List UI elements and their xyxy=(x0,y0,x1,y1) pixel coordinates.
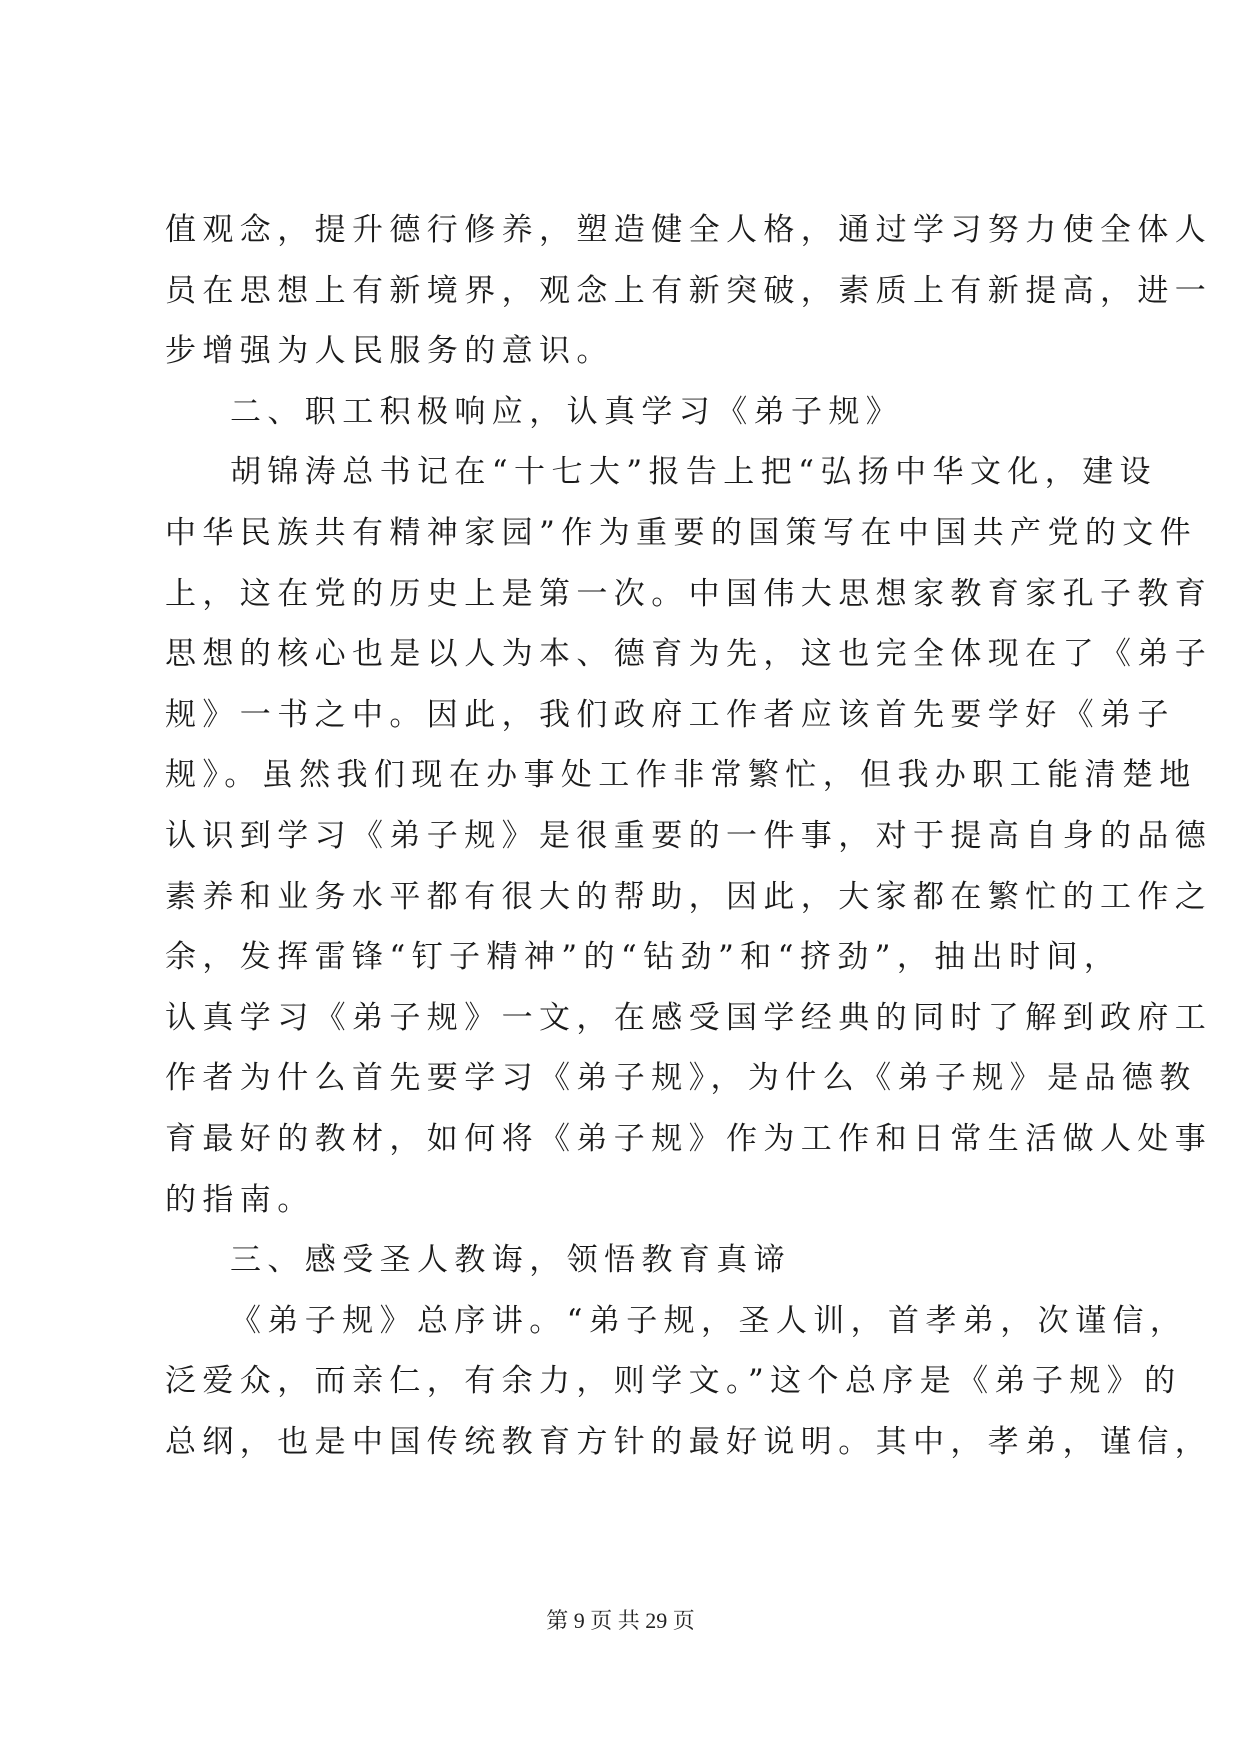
text-line: 思想的核心也是以人为本、德育为先，这也完全体现在了《弟子 xyxy=(165,636,1213,673)
text-line: 上，这在党的历史上是第一次。中国伟大思想家教育家孔子教育 xyxy=(165,575,1213,612)
page-number-footer: 第 9 页 共 29 页 xyxy=(546,1608,695,1633)
text-line: 规》。虽然我们现在办事处工作非常繁忙，但我办职工能清楚地 xyxy=(165,757,1197,794)
text-line: 认真学习《弟子规》一文，在感受国学经典的同时了解到政府工 xyxy=(165,999,1213,1036)
text-line: 育最好的教材，如何将《弟子规》作为工作和日常生活做人处事 xyxy=(165,1121,1213,1157)
section-heading: 二、职工积极响应，认真学习《弟子规》 xyxy=(230,393,904,430)
text-line: 员在思想上有新境界，观念上有新突破，素质上有新提高，进一 xyxy=(165,272,1213,309)
text-line: 中华民族共有精神家园”作为重要的国策写在中国共产党的文件 xyxy=(165,515,1198,551)
text-line: 《弟子规》总序讲。“弟子规，圣人训，首孝弟，次谨信， xyxy=(230,1302,1188,1339)
text-line: 步增强为人民服务的意识。 xyxy=(165,333,614,370)
text-line: 认识到学习《弟子规》是很重要的一件事，对于提高自身的品德 xyxy=(165,818,1213,854)
text-line: 规》一书之中。因此，我们政府工作者应该首先要学好《弟子 xyxy=(165,696,1175,733)
text-line: 作者为什么首先要学习《弟子规》，为什么《弟子规》是品德教 xyxy=(165,1060,1197,1097)
text-line: 素养和业务水平都有很大的帮助，因此，大家都在繁忙的工作之 xyxy=(165,878,1213,915)
text-line: 的指南。 xyxy=(165,1181,315,1218)
text-line: 泛爱众，而亲仁，有余力，则学文。”这个总序是《弟子规》的 xyxy=(165,1363,1182,1400)
section-heading: 三、感受圣人教诲，领悟教育真谛 xyxy=(230,1242,791,1279)
text-line: 总纲，也是中国传统教育方针的最好说明。其中，孝弟，谨信， xyxy=(165,1424,1213,1460)
text-line: 值观念，提升德行修养，塑造健全人格，通过学习努力使全体人 xyxy=(165,212,1213,248)
text-line: 胡锦涛总书记在“十七大”报告上把“弘扬中华文化，建设 xyxy=(230,454,1157,491)
text-line: 余，发挥雷锋“钉子精神”的“钻劲”和“挤劲”，抽出时间， xyxy=(165,939,1122,976)
